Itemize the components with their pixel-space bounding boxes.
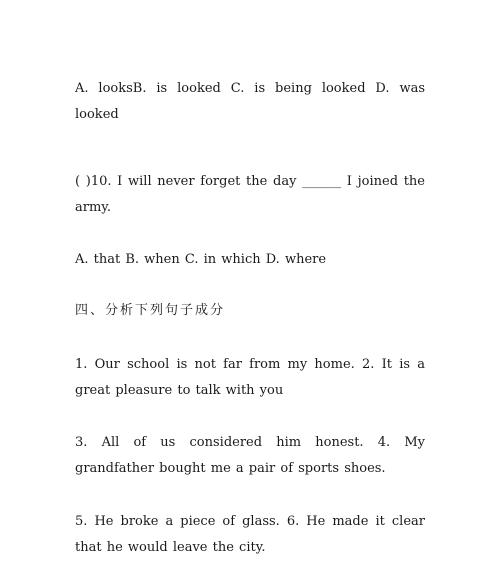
sentences-5-6: 5. He broke a piece of glass. 6. He made it clear that he would leave the city.: [75, 514, 425, 555]
question-10: ( )10. I will never forget the day ______ I joined the army.: [75, 174, 425, 215]
sentences-3-4: 3. All of us considered him honest. 4. My grandfather bought me a pair of sports shoes.: [75, 435, 425, 476]
options-q9: A. looksB. is looked C. is being looked D. was looked: [75, 81, 425, 122]
sentences-1-2: 1. Our school is not far from my home. 2. It is a great pleasure to talk with you: [75, 357, 425, 398]
options-q10: A. that B. when C. in which D. where: [75, 252, 327, 267]
section-heading: 四、分析下列句子成分: [75, 303, 226, 318]
